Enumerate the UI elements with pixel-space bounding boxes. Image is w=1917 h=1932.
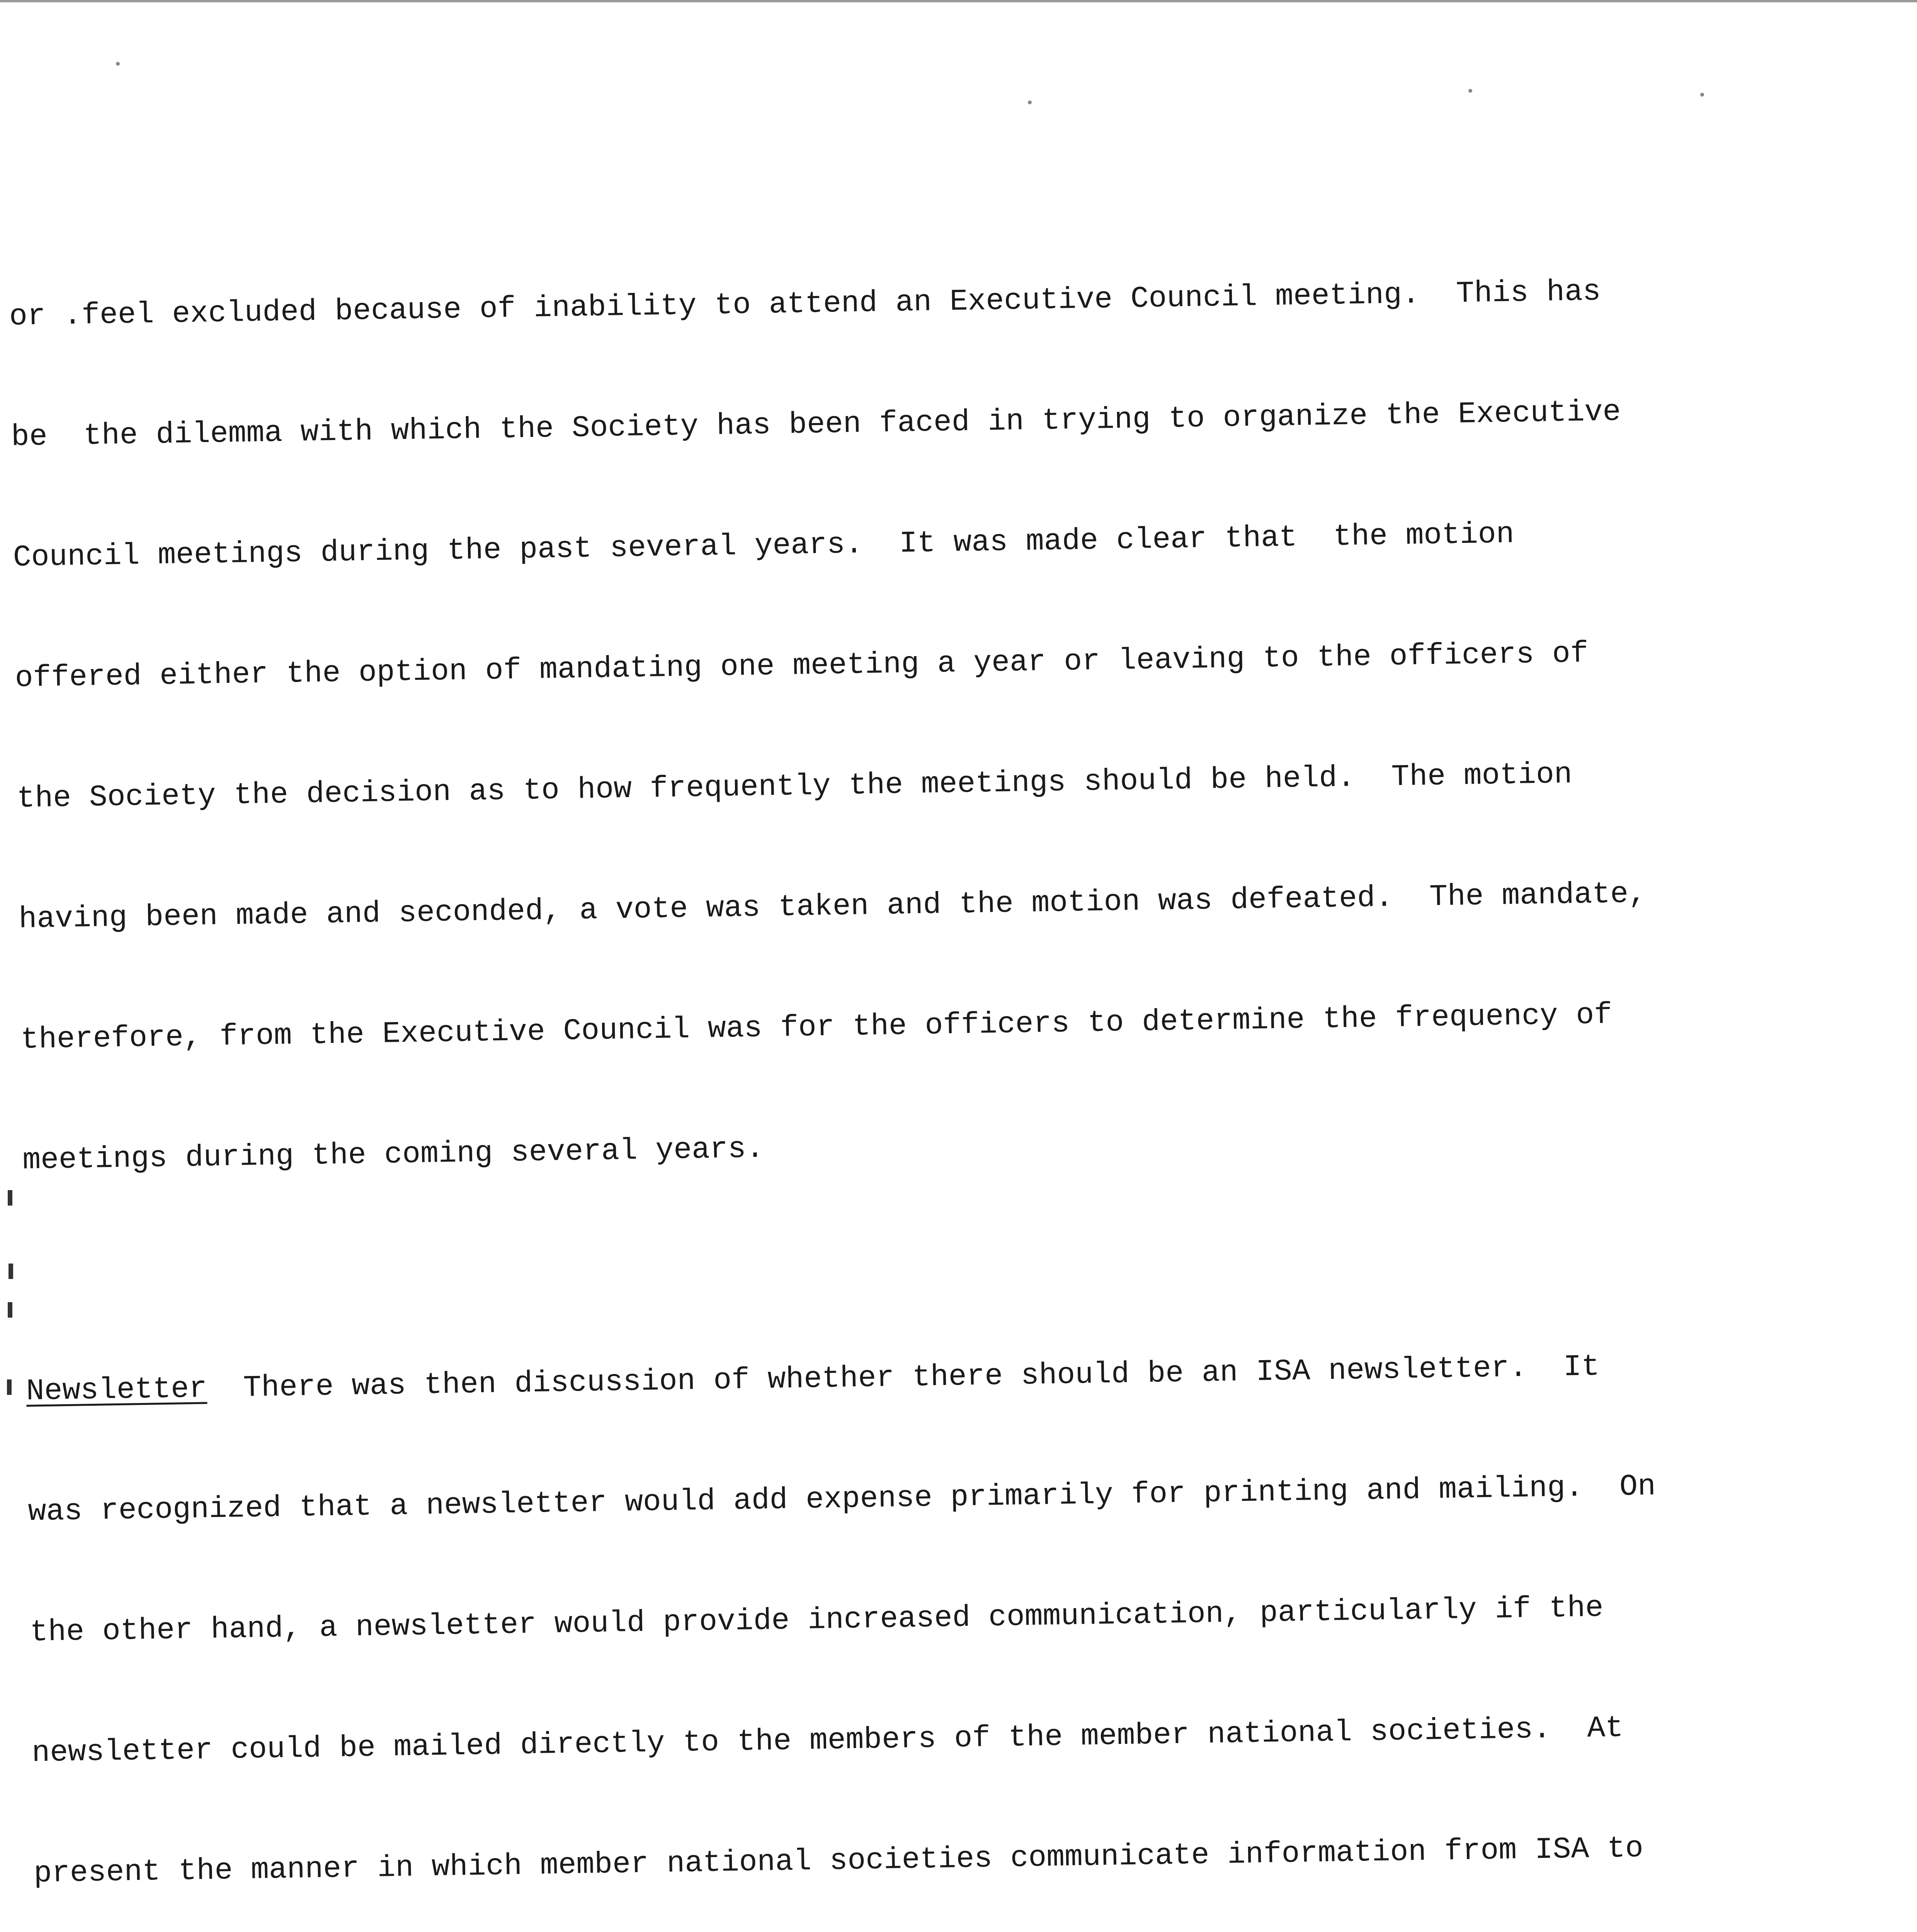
text-line: having been made and seconded, a vote was taken and the motion was defeated. The mandate, bbox=[18, 877, 1647, 937]
text-line: newsletter could be mailed directly to the members of the member national societies. At bbox=[31, 1711, 1624, 1770]
text-line: the Society the decision as to how frequently the meetings should be held. The motion bbox=[16, 757, 1573, 816]
scan-speck bbox=[116, 62, 120, 66]
section-heading-newsletter: Newsletter bbox=[26, 1372, 208, 1409]
margin-mark bbox=[8, 1302, 12, 1318]
text-line: was recognized that a newsletter would add expense primarily for printing and mailing. On bbox=[27, 1469, 1656, 1529]
text-line: offered either the option of mandating one meeting a year or leaving to the officers of bbox=[15, 636, 1589, 696]
text-line: meetings during the coming several years. bbox=[22, 1132, 764, 1178]
scan-speck bbox=[1700, 93, 1704, 97]
paragraph-newsletter bbox=[25, 1263, 1843, 1932]
margin-mark bbox=[9, 1264, 13, 1279]
scan-speck bbox=[1028, 100, 1032, 104]
text-line: or .feel excluded because of inability to attend an Executive Council meeting. This has bbox=[9, 275, 1601, 334]
text-line: the other hand, a newsletter would provide increased communication, particularly if the bbox=[29, 1591, 1604, 1650]
text-line bbox=[26, 1344, 1804, 1412]
paragraph-executive-council bbox=[8, 189, 1801, 1261]
page-top-edge bbox=[0, 0, 1917, 23]
text-fragment: There was then discussion of whether there should be an ISA newsletter. It bbox=[207, 1350, 1600, 1406]
text-line: therefore, from the Executive Council was for the officers to determine the frequency of bbox=[20, 998, 1613, 1057]
document-body bbox=[8, 189, 1893, 1932]
text-line: Council meetings during the past several years. It was made clear that the motion bbox=[13, 517, 1515, 575]
text-line: present the manner in which member national societies communicate information from ISA to bbox=[33, 1832, 1644, 1891]
margin-mark bbox=[8, 1190, 12, 1206]
scan-speck bbox=[1468, 89, 1472, 93]
text-line: be the dilemma with which the Society has been faced in trying to organize the Executive bbox=[11, 395, 1621, 454]
margin-mark bbox=[7, 1379, 12, 1395]
